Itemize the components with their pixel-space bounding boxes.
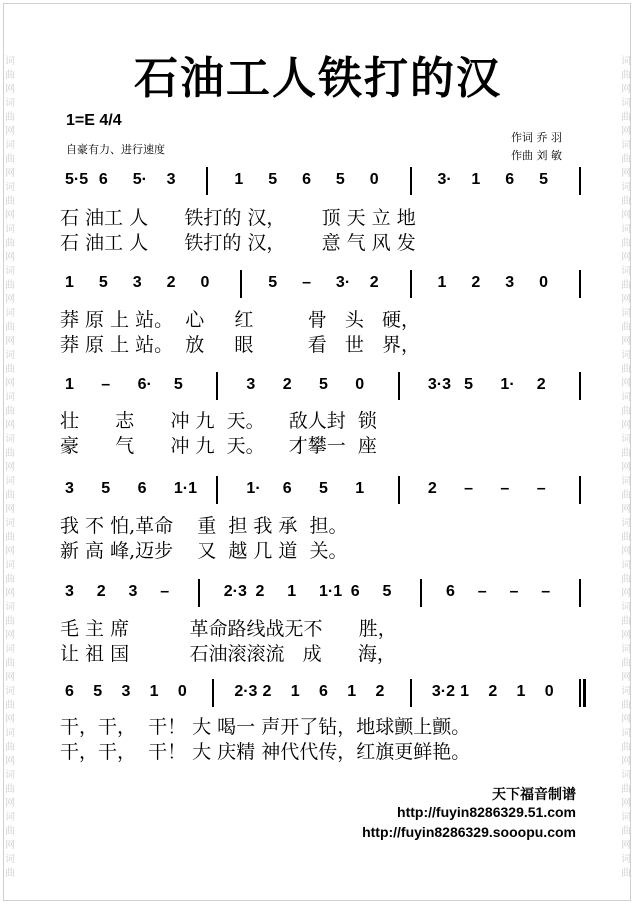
watermark-glyph: 曲 xyxy=(5,406,15,417)
note: – xyxy=(536,480,546,497)
watermark-glyph: 曲 xyxy=(5,616,15,627)
note: 1· xyxy=(246,480,261,497)
watermark-glyph: 词 xyxy=(621,812,631,823)
note: 5 xyxy=(464,376,474,393)
watermark-glyph: 曲 xyxy=(5,448,15,459)
watermark-glyph: 网 xyxy=(621,336,631,347)
note: 2 xyxy=(96,583,106,600)
watermark-glyph: 曲 xyxy=(621,70,631,81)
watermark-glyph: 曲 xyxy=(5,280,15,291)
watermark-glyph: 词 xyxy=(5,686,15,697)
watermark-glyph: 网 xyxy=(621,798,631,809)
watermark-glyph: 词 xyxy=(5,476,15,487)
watermark-glyph: 曲 xyxy=(5,532,15,543)
note: 2 xyxy=(427,480,437,497)
watermark-glyph: 曲 xyxy=(5,826,15,837)
watermark-glyph: 词 xyxy=(5,518,15,529)
note: 1 xyxy=(347,683,357,700)
note: – xyxy=(101,376,111,393)
watermark-glyph: 词 xyxy=(5,98,15,109)
note: 0 xyxy=(544,683,554,700)
note: 1 xyxy=(437,274,447,291)
note: 1 xyxy=(234,171,244,188)
watermark-glyph: 词 xyxy=(5,728,15,739)
note: 1 xyxy=(287,583,297,600)
footer-url-2: http://fuyin8286329.sooopu.com xyxy=(362,824,576,840)
watermark-glyph: 曲 xyxy=(621,448,631,459)
note: 5 xyxy=(101,480,111,497)
watermark-glyph: 网 xyxy=(621,378,631,389)
watermark-glyph: 词 xyxy=(621,434,631,445)
note: – xyxy=(541,583,551,600)
note: 5 xyxy=(319,480,328,497)
watermark-glyph: 曲 xyxy=(5,196,15,207)
barline xyxy=(579,579,581,607)
watermark-glyph: 曲 xyxy=(621,196,631,207)
watermark-glyph: 曲 xyxy=(5,658,15,669)
note: 5·5 xyxy=(65,171,89,188)
watermark-glyph: 网 xyxy=(621,840,631,851)
watermark-glyph: 网 xyxy=(5,462,15,473)
watermark-glyph: 词 xyxy=(5,350,15,361)
watermark-glyph: 词 xyxy=(621,854,631,865)
watermark-glyph: 网 xyxy=(621,588,631,599)
note: 0 xyxy=(177,683,187,700)
watermark-glyph: 网 xyxy=(5,588,15,599)
final-barline xyxy=(579,679,581,707)
watermark-glyph: 网 xyxy=(621,672,631,683)
watermark-glyph: 曲 xyxy=(5,112,15,123)
note: 5 xyxy=(319,376,328,393)
barline xyxy=(398,372,400,400)
note: 2·3 xyxy=(223,583,247,600)
note: 6· xyxy=(137,376,152,393)
note: 0 xyxy=(200,274,210,291)
watermark-glyph: 网 xyxy=(621,420,631,431)
watermark-glyph: 网 xyxy=(621,84,631,95)
watermark-glyph: 词 xyxy=(621,56,631,67)
note: 3 xyxy=(65,480,74,497)
watermark-glyph: 网 xyxy=(621,714,631,725)
lyric-verse-1: 莽 原 上 站。 心 红 骨 头 硬， xyxy=(60,309,420,331)
watermark-glyph: 网 xyxy=(621,126,631,137)
watermark-glyph: 词 xyxy=(621,140,631,151)
watermark-glyph: 词 xyxy=(5,812,15,823)
barline xyxy=(410,270,412,298)
lyric-verse-2: 莽 原 上 站。 放 眼 看 世 界， xyxy=(60,334,420,356)
lyric-verse-2: 豪 气 冲 九 天。 才攀一 座 xyxy=(60,435,377,457)
barline xyxy=(216,476,218,504)
watermark-glyph: 网 xyxy=(621,252,631,263)
note: 3 xyxy=(121,683,131,700)
watermark-glyph: 词 xyxy=(621,518,631,529)
note: 1·1 xyxy=(173,480,197,497)
lyricist-credit: 作词 乔 羽 xyxy=(511,131,562,144)
note: 2 xyxy=(471,274,481,291)
note: 5 xyxy=(98,274,108,291)
note: – xyxy=(160,583,170,600)
note: 2 xyxy=(369,274,379,291)
watermark-glyph: 网 xyxy=(5,840,15,851)
watermark-glyph: 网 xyxy=(621,504,631,515)
note: 1 xyxy=(460,683,470,700)
note: – xyxy=(500,480,510,497)
note: 2 xyxy=(282,376,292,393)
watermark-glyph: 网 xyxy=(5,714,15,725)
watermark-glyph: 词 xyxy=(5,140,15,151)
note: 5 xyxy=(268,274,278,291)
lyric-verse-2: 让 祖 国 石油滚滚流 成 海， xyxy=(60,643,396,665)
note: 1· xyxy=(500,376,515,393)
watermark-glyph: 曲 xyxy=(621,532,631,543)
watermark-glyph: 词 xyxy=(5,602,15,613)
barline xyxy=(206,167,208,195)
note: 3·3 xyxy=(427,376,451,393)
note: 3 xyxy=(132,274,142,291)
note: 6 xyxy=(319,683,328,700)
watermark-glyph: 网 xyxy=(621,294,631,305)
lyric-verse-1: 干，干， 干！ 大 喝一 声开了钻，地球颤上颤。 xyxy=(60,716,471,738)
note: 2 xyxy=(488,683,498,700)
note: 6 xyxy=(350,583,360,600)
watermark-glyph: 词 xyxy=(5,56,15,67)
note: 6 xyxy=(505,171,515,188)
watermark-glyph: 曲 xyxy=(621,280,631,291)
note: 2 xyxy=(536,376,546,393)
watermark-glyph: 曲 xyxy=(621,490,631,501)
note: 2 xyxy=(255,583,265,600)
watermark-glyph: 网 xyxy=(5,84,15,95)
watermark-glyph: 曲 xyxy=(5,868,15,879)
barline xyxy=(198,579,200,607)
footer-maker: 天下福音制谱 xyxy=(492,786,576,802)
final-barline xyxy=(583,679,586,707)
barline xyxy=(420,579,422,607)
note: 1 xyxy=(149,683,159,700)
watermark-glyph: 曲 xyxy=(621,406,631,417)
barline xyxy=(216,372,218,400)
watermark-glyph: 网 xyxy=(5,210,15,221)
watermark-glyph: 词 xyxy=(621,686,631,697)
watermark-glyph: 词 xyxy=(621,182,631,193)
composer-credit: 作曲 刘 敏 xyxy=(511,149,562,162)
watermark-glyph: 曲 xyxy=(5,490,15,501)
note: – xyxy=(477,583,487,600)
watermark-glyph: 词 xyxy=(5,560,15,571)
watermark-glyph: 词 xyxy=(621,770,631,781)
note: 6 xyxy=(446,583,455,600)
watermark-glyph: 曲 xyxy=(621,364,631,375)
watermark-glyph: 曲 xyxy=(621,658,631,669)
lyric-verse-1: 毛 主 席 革命路线战无不 胜， xyxy=(60,618,397,640)
watermark-glyph: 词 xyxy=(5,770,15,781)
note: 0 xyxy=(539,274,549,291)
song-title: 石油工人铁打的汉 xyxy=(134,53,502,104)
footer-url-1: http://fuyin8286329.51.com xyxy=(397,804,576,820)
note: 0 xyxy=(355,376,365,393)
watermark-glyph: 词 xyxy=(621,350,631,361)
note: – xyxy=(509,583,519,600)
watermark-glyph: 曲 xyxy=(621,742,631,753)
note: 0 xyxy=(369,171,379,188)
note: 6 xyxy=(65,683,74,700)
watermark-glyph: 曲 xyxy=(5,154,15,165)
note: 5 xyxy=(93,683,103,700)
watermark-glyph: 词 xyxy=(5,182,15,193)
watermark-glyph: 网 xyxy=(5,756,15,767)
note: 1 xyxy=(65,274,74,291)
note: 5 xyxy=(382,583,392,600)
note: 2·3 xyxy=(234,683,258,700)
watermark-glyph: 曲 xyxy=(621,574,631,585)
watermark-glyph: 曲 xyxy=(621,322,631,333)
note: 1 xyxy=(471,171,481,188)
barline xyxy=(410,167,412,195)
watermark-glyph: 网 xyxy=(5,336,15,347)
note: 5· xyxy=(132,171,147,188)
barline xyxy=(579,167,581,195)
watermark-glyph: 词 xyxy=(621,602,631,613)
note: 1 xyxy=(516,683,526,700)
credits xyxy=(511,129,562,165)
note: 5 xyxy=(173,376,183,393)
watermark-glyph: 词 xyxy=(5,308,15,319)
barline xyxy=(579,270,581,298)
watermark-glyph: 词 xyxy=(5,392,15,403)
watermark-glyph: 词 xyxy=(621,728,631,739)
watermark-glyph: 曲 xyxy=(621,154,631,165)
watermark-glyph: 词 xyxy=(621,308,631,319)
watermark-glyph: 词 xyxy=(621,98,631,109)
lyric-verse-2: 石 油工 人 铁打的 汉， 意 气 风 发 xyxy=(60,232,416,254)
note: – xyxy=(464,480,474,497)
note: 6 xyxy=(98,171,108,188)
barline xyxy=(410,679,412,707)
watermark-glyph: 网 xyxy=(621,210,631,221)
watermark-glyph: 词 xyxy=(5,266,15,277)
note: 3· xyxy=(335,274,351,291)
watermark-right xyxy=(619,0,633,906)
note: – xyxy=(302,274,311,291)
note: 6 xyxy=(302,171,311,188)
watermark-glyph: 词 xyxy=(621,644,631,655)
note: 6 xyxy=(137,480,147,497)
watermark-glyph: 网 xyxy=(621,630,631,641)
watermark-glyph: 词 xyxy=(621,224,631,235)
watermark-glyph: 曲 xyxy=(621,868,631,879)
watermark-glyph: 网 xyxy=(5,630,15,641)
note: 3 xyxy=(65,583,74,600)
watermark-glyph: 词 xyxy=(5,434,15,445)
barline xyxy=(579,476,581,504)
watermark-glyph: 词 xyxy=(5,644,15,655)
watermark-glyph: 曲 xyxy=(621,700,631,711)
watermark-glyph: 词 xyxy=(5,854,15,865)
watermark-glyph: 曲 xyxy=(5,742,15,753)
lyric-verse-1: 石 油工 人 铁打的 汉， 顶 天 立 地 xyxy=(60,207,416,229)
note: 3· xyxy=(437,171,452,188)
note: 2 xyxy=(262,683,272,700)
watermark-glyph: 曲 xyxy=(621,784,631,795)
barline xyxy=(212,679,214,707)
watermark-glyph: 曲 xyxy=(5,70,15,81)
watermark-glyph: 网 xyxy=(5,126,15,137)
watermark-glyph: 网 xyxy=(5,252,15,263)
lyric-verse-1: 我 不 怕,革命 重 担 我 承 担。 xyxy=(60,515,348,537)
note: 1 xyxy=(290,683,300,700)
barline xyxy=(579,372,581,400)
note: 1·1 xyxy=(319,583,343,600)
barline xyxy=(240,270,242,298)
watermark-glyph: 曲 xyxy=(5,700,15,711)
tempo-marking: 自豪有力、进行速度 xyxy=(66,143,165,156)
note: 1 xyxy=(65,376,74,393)
watermark-glyph: 曲 xyxy=(621,826,631,837)
note: 3 xyxy=(246,376,256,393)
watermark-glyph: 曲 xyxy=(621,112,631,123)
note: 3 xyxy=(505,274,515,291)
note: 2 xyxy=(375,683,385,700)
watermark-glyph: 词 xyxy=(621,392,631,403)
watermark-glyph: 网 xyxy=(5,420,15,431)
note: 5 xyxy=(268,171,278,188)
watermark-glyph: 曲 xyxy=(5,322,15,333)
note: 2 xyxy=(166,274,176,291)
watermark-glyph: 网 xyxy=(621,756,631,767)
watermark-glyph: 词 xyxy=(621,560,631,571)
note: 3 xyxy=(128,583,138,600)
watermark-glyph: 网 xyxy=(621,168,631,179)
note: 3·2 xyxy=(431,683,455,700)
watermark-left xyxy=(3,0,17,906)
note: 6 xyxy=(282,480,292,497)
watermark-glyph: 曲 xyxy=(5,574,15,585)
lyric-verse-1: 壮 志 冲 九 天。 敌人封 锁 xyxy=(60,410,377,432)
barline xyxy=(398,476,400,504)
watermark-glyph: 网 xyxy=(621,462,631,473)
watermark-glyph: 网 xyxy=(5,546,15,557)
note: 5 xyxy=(539,171,549,188)
lyric-verse-2: 干，干， 干！ 大 庆精 神代代传，红旗更鲜艳。 xyxy=(60,741,471,763)
watermark-glyph: 曲 xyxy=(5,784,15,795)
note: 3 xyxy=(166,171,176,188)
watermark-glyph: 词 xyxy=(621,476,631,487)
watermark-glyph: 网 xyxy=(5,168,15,179)
watermark-glyph: 曲 xyxy=(5,364,15,375)
lyric-verse-2: 新 高 峰,迈步 又 越 几 道 关。 xyxy=(60,540,348,562)
key-signature: 1=E 4/4 xyxy=(66,112,122,129)
watermark-glyph: 词 xyxy=(5,224,15,235)
watermark-glyph: 曲 xyxy=(5,238,15,249)
watermark-glyph: 网 xyxy=(5,798,15,809)
note: 5 xyxy=(335,171,345,188)
watermark-glyph: 网 xyxy=(5,294,15,305)
watermark-glyph: 网 xyxy=(5,504,15,515)
watermark-glyph: 词 xyxy=(621,266,631,277)
note: 1 xyxy=(355,480,365,497)
watermark-glyph: 网 xyxy=(621,546,631,557)
watermark-glyph: 曲 xyxy=(621,616,631,627)
watermark-glyph: 网 xyxy=(5,378,15,389)
watermark-glyph: 网 xyxy=(5,672,15,683)
watermark-glyph: 曲 xyxy=(621,238,631,249)
